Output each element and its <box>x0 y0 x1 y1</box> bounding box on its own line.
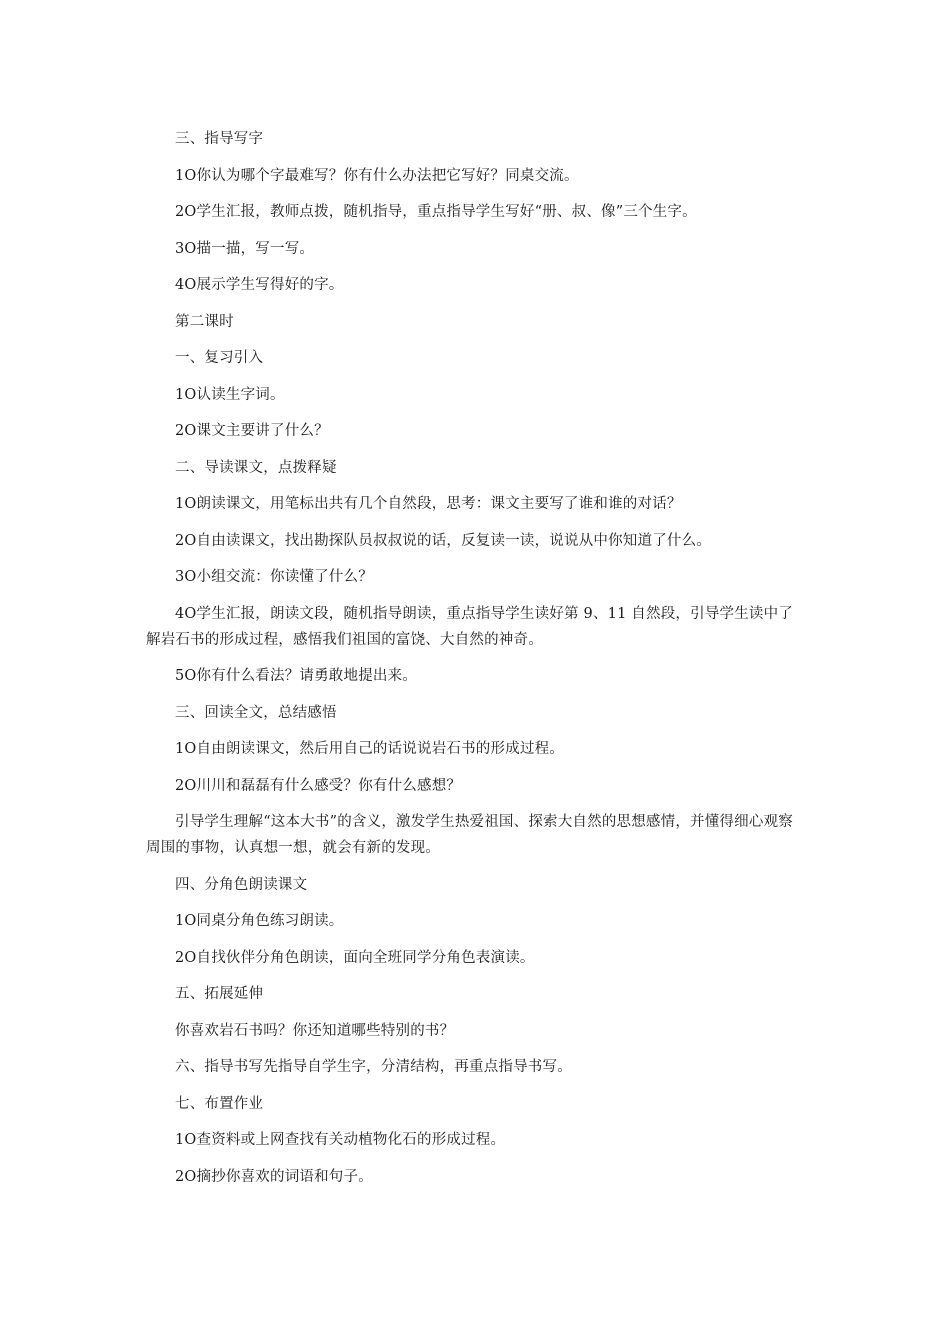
section-heading: 六、指导书写先指导自学生字，分清结构，再重点指导书写。 <box>175 1059 572 1075</box>
paragraph: 1O自由朗读课文，然后用自己的话说说岩石书的形成过程。 <box>175 741 565 757</box>
section-heading: 一、复习引入 <box>175 350 264 366</box>
paragraph: 2O学生汇报，教师点拨，随机指导，重点指导学生写好“册、叔、像”三个生字。 <box>175 204 697 220</box>
paragraph: 3O小组交流：你读懂了什么？ <box>175 569 373 585</box>
paragraph: 引导学生理解“这本大书”的含义，激发学生热爱祖国、探索大自然的思想感情，并懂得细心观察周围的事物，认真想一想，就会有新的发现。 <box>146 814 793 856</box>
paragraph: 2O自找伙伴分角色朗读，面向全班同学分角色表演读。 <box>175 949 535 966</box>
section-heading: 五、拓展延伸 <box>175 986 264 1002</box>
paragraph: 2O川川和磊磊有什么感受？你有什么感想？ <box>175 777 462 794</box>
section-heading: 二、导读课文，点拨释疑 <box>175 459 337 476</box>
paragraph: 5O你有什么看法？请勇敢地提出来。 <box>175 668 418 684</box>
lesson-heading: 第二课时 <box>175 313 234 330</box>
paragraph: 4O学生汇报，朗读文段，随机指导朗读，重点指导学生读好第 9、11 自然段，引导学生读中了解岩石书的形成过程，感悟我们祖国的富饶、大自然的神奇。 <box>146 605 794 648</box>
document-body <box>146 126 806 1200</box>
paragraph: 2O摘抄你喜欢的词语和句子。 <box>175 1168 373 1185</box>
section-heading: 四、分角色朗读课文 <box>175 876 308 893</box>
paragraph: 3O描一描，写一写。 <box>175 240 315 257</box>
paragraph: 1O同桌分角色练习朗读。 <box>175 913 344 929</box>
paragraph: 1O查资料或上网查找有关动植物化石的形成过程。 <box>175 1132 506 1148</box>
section-heading: 七、布置作业 <box>175 1095 264 1112</box>
paragraph: 1O认读生字词。 <box>175 386 285 403</box>
paragraph: 你喜欢岩石书吗？你还知道哪些特别的书？ <box>175 1022 455 1039</box>
paragraph: 4O展示学生写得好的字。 <box>175 277 344 293</box>
paragraph: 1O你认为哪个字最难写？你有什么办法把它写好？同桌交流。 <box>175 167 579 184</box>
paragraph: 2O课文主要讲了什么？ <box>175 423 329 439</box>
paragraph: 1O朗读课文，用笔标出共有几个自然段，思考：课文主要写了谁和谁的对话？ <box>175 496 682 512</box>
section-heading: 三、回读全文，总结感悟 <box>175 704 337 721</box>
paragraph: 2O自由读课文，找出勘探队员叔叔说的话，反复读一读，说说从中你知道了什么。 <box>175 532 712 549</box>
section-heading: 三、指导写字 <box>175 131 264 147</box>
